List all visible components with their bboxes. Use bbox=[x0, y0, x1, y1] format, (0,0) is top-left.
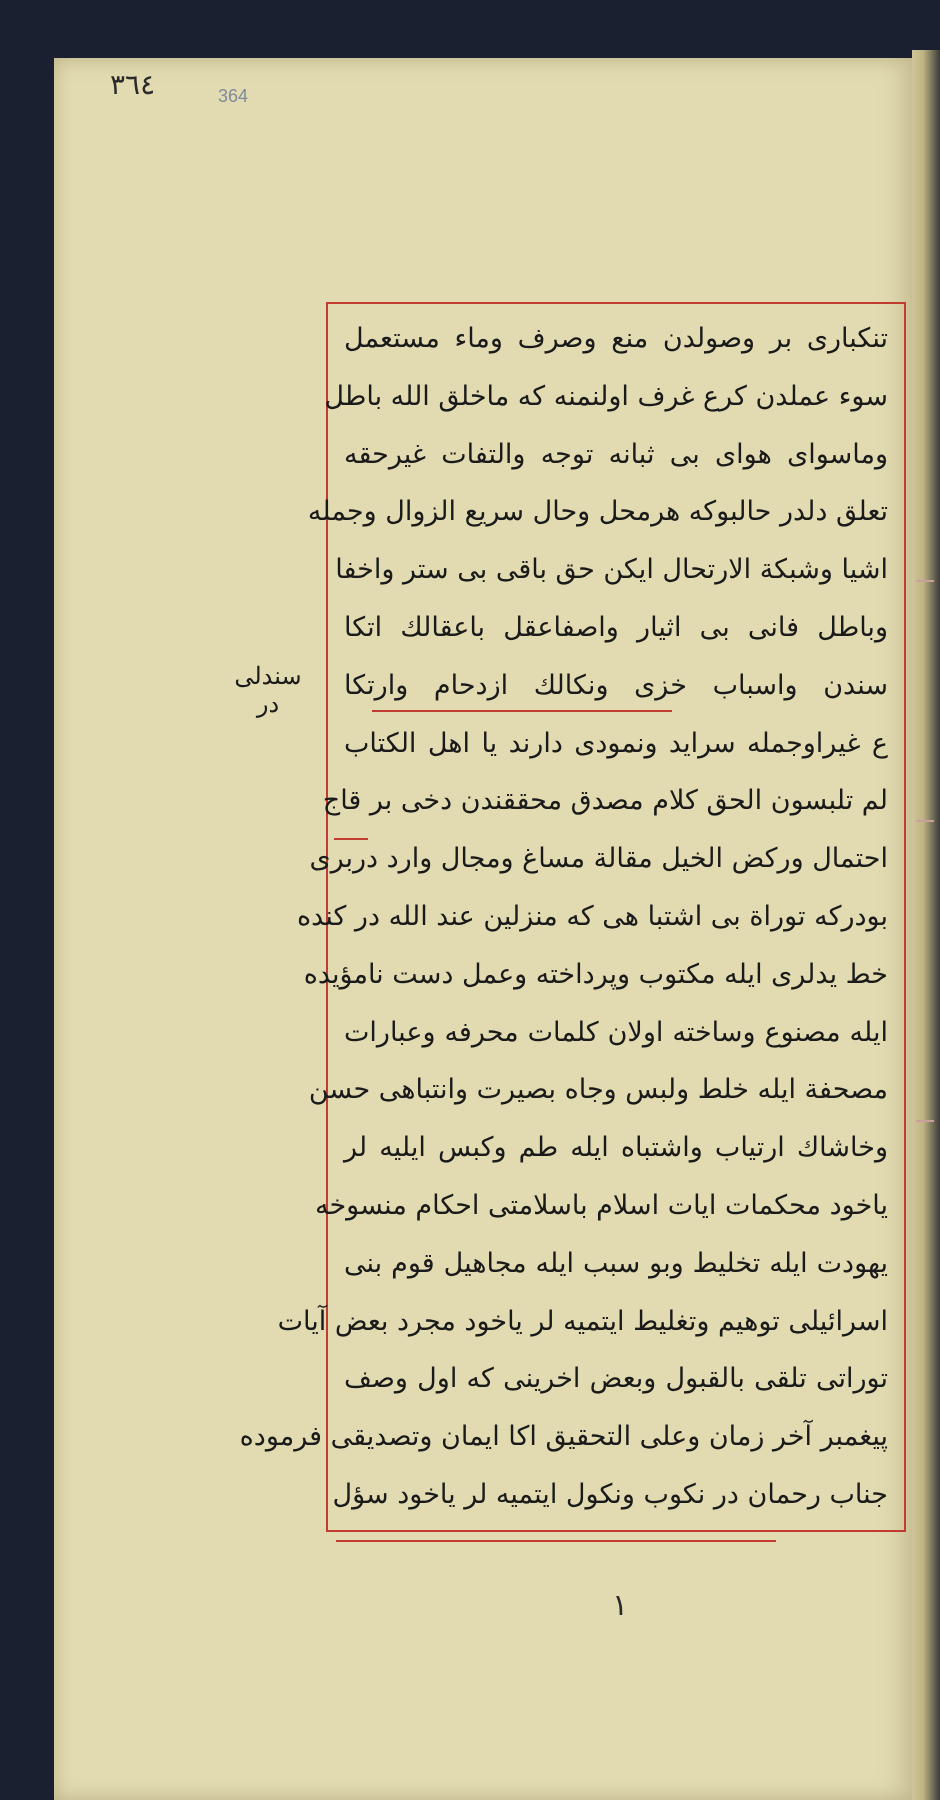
footer-mark: ١ bbox=[612, 1588, 629, 1623]
text-line: وماسواى هواى بى ثبانه توجه والتفات غيرحقه bbox=[344, 438, 888, 470]
text-line: جناب رحمان در نكوب ونكول ايتميه لر ياخود سؤل bbox=[332, 1478, 888, 1510]
text-line: ع غيراوجمله سرايد ونمودى دارند يا اهل الكتاب bbox=[344, 727, 888, 759]
folio-number-arabic: ٣٦٤ bbox=[110, 68, 156, 101]
text-line: بودركه توراة بى اشتبا هى كه منزلين عند الله در كنده bbox=[297, 900, 888, 932]
rubric-underline bbox=[336, 1540, 776, 1542]
rubric-underline bbox=[334, 838, 368, 840]
text-line: مصحفة ايله خلط ولبس وجاه بصيرت وانتباهى حسن bbox=[308, 1074, 888, 1106]
margin-tick bbox=[916, 820, 934, 822]
text-line: اشيا وشبكة الارتحال ايكن حق باقى بى ستر واخفا bbox=[335, 554, 888, 586]
text-line: وخاشاك ارتياب واشتباه ايله طم وكبس ايليه لر bbox=[344, 1132, 888, 1164]
text-line: يهودت ايله تخليط وبو سبب ايله مجاهيل قوم بنى bbox=[344, 1247, 888, 1279]
text-line: پيغمبر آخر زمان وعلى التحقيق اكا ايمان وتصديقى فرموده bbox=[239, 1421, 888, 1453]
text-line: تعلق دلدر حالبوكه هرمحل وحال سريع الزوال وجمله bbox=[307, 496, 888, 528]
text-line: احتمال وركض الخيل مقالة مساغ ومجال وارد دربرى bbox=[309, 843, 888, 875]
text-line: تنكبارى بر وصولدن منع وصرف وماء مستعمل bbox=[344, 323, 888, 354]
text-line: سوء عملدن كرع غرف اولنمنه كه ماخلق الله باطل bbox=[324, 380, 888, 412]
text-line: لم تلبسون الحق كلام مصدق محققندن دخى بر قاج bbox=[322, 785, 888, 817]
text-line: ياخود محكمات ايات اسلام باسلامتى احكام منسوخه bbox=[314, 1189, 888, 1221]
margin-tick bbox=[916, 1120, 934, 1122]
text-line: توراتى تلقى بالقبول وبعض اخرينى كه اول وصف bbox=[344, 1363, 888, 1395]
text-line: سندن واسباب خزى ونكالك ازدحام وارتكا bbox=[344, 669, 888, 701]
folio-number-pencil: 364 bbox=[218, 86, 249, 106]
text-line: خط يدلرى ايله مكتوب وپرداخته وعمل دست نامؤيده bbox=[303, 958, 888, 990]
page-edge bbox=[912, 50, 940, 1800]
text-line: ايله مصنوع وساخته اولان كلمات محرفه وعبارات bbox=[344, 1016, 888, 1048]
rubric-underline bbox=[372, 710, 672, 712]
margin-tick bbox=[916, 580, 934, 582]
text-line: وباطل فانى بى اثيار واصفاعقل باعقالك اتكا bbox=[344, 611, 888, 643]
margin-note: سندلى در bbox=[234, 662, 302, 718]
text-line: اسرائيلى توهيم وتغليط ايتميه لر ياخود مجرد بعض آيات bbox=[277, 1305, 888, 1337]
